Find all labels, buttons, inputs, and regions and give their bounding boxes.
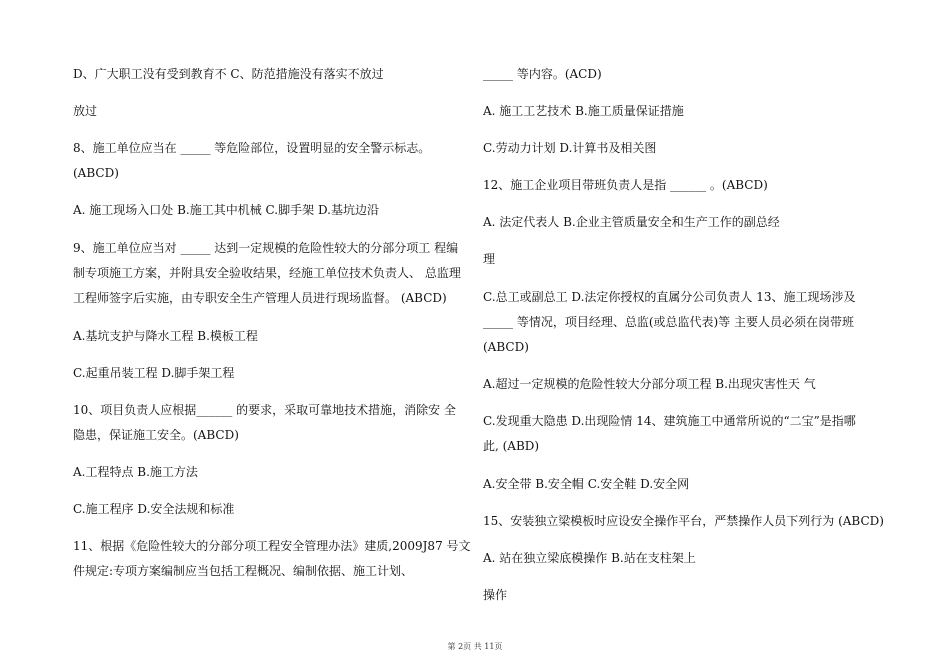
options-line: C.施工程序 D.安全法规和标准: [73, 502, 235, 516]
question-15: 15、安装独立梁模板时应设安全操作平台，严禁操作人员下列行为 (ABCD): [483, 514, 884, 528]
question-13: C.总工或副总工 D.法定你授权的直属分公司负责人 13、施工现场涉及: [483, 290, 856, 304]
text-line: 隐患，保证施工安全。(ABCD): [73, 428, 239, 442]
question-11: 11、根据《危险性较大的分部分项工程安全管理办法》建质,2009J87 号文: [73, 539, 471, 553]
options-line: A.超过一定规模的危险性较大分部分项工程 B.出现灾害性天 气: [483, 377, 816, 391]
question-8: 8、施工单位应当在 _____ 等危险部位，设置明显的安全警示标志。: [73, 141, 431, 155]
text-line: 理: [483, 252, 496, 266]
text-line: D、广大职工没有受到教育不 C、防范措施没有落实不放过: [73, 67, 384, 81]
answer-key: (ABCD): [73, 166, 119, 180]
options-line: C.起重吊装工程 D.脚手架工程: [73, 366, 235, 380]
options-line: A. 施工现场入口处 B.施工其中机械 C.脚手架 D.基坑边沿: [73, 203, 379, 217]
options-line: A.基坑支护与降水工程 B.模板工程: [73, 329, 258, 343]
answer-key: (ABCD): [483, 340, 529, 354]
question-10: 10、项目负责人应根据______ 的要求，采取可靠地技术措施，消除安 全: [73, 403, 456, 417]
text-line: 件规定:专项方案编制应当包括工程概况、编制依据、施工计划、: [73, 564, 414, 578]
text-line: _____ 等情况，项目经理、总监(或总监代表)等 主要人员必须在岗带班: [483, 315, 854, 329]
options-line: A. 站在独立梁底模操作 B.站在支柱架上: [483, 551, 696, 565]
text-line: 工程师签字后实施，由专职安全生产管理人员进行现场监督。 (ABCD): [73, 291, 447, 305]
options-line: A.工程特点 B.施工方法: [73, 465, 198, 479]
options-line: A.安全带 B.安全帽 C.安全鞋 D.安全网: [483, 477, 690, 491]
text-line: 放过: [73, 104, 98, 118]
text-line: _____ 等内容。(ACD): [483, 67, 602, 81]
question-9: 9、施工单位应当对 _____ 达到一定规模的危险性较大的分部分项工 程编: [73, 241, 459, 255]
text-line: 制专项施工方案，并附具安全验收结果，经施工单位技术负责人、 总监理: [73, 266, 461, 280]
options-line: C.劳动力计划 D.计算书及相关图: [483, 141, 657, 155]
text-line: 操作: [483, 588, 508, 602]
question-14: C.发现重大隐患 D.出现险情 14、建筑施工中通常所说的“二宝”是指哪: [483, 414, 856, 428]
options-line: A. 施工工艺技术 B.施工质量保证措施: [483, 104, 684, 118]
options-line: A. 法定代表人 B.企业主管质量安全和生产工作的副总经: [483, 215, 780, 229]
question-12: 12、施工企业项目带班负责人是指 ______ 。(ABCD): [483, 178, 768, 192]
page-footer: 第 2页 共 11页: [447, 642, 503, 651]
text-line: 此, (ABD): [483, 439, 540, 453]
